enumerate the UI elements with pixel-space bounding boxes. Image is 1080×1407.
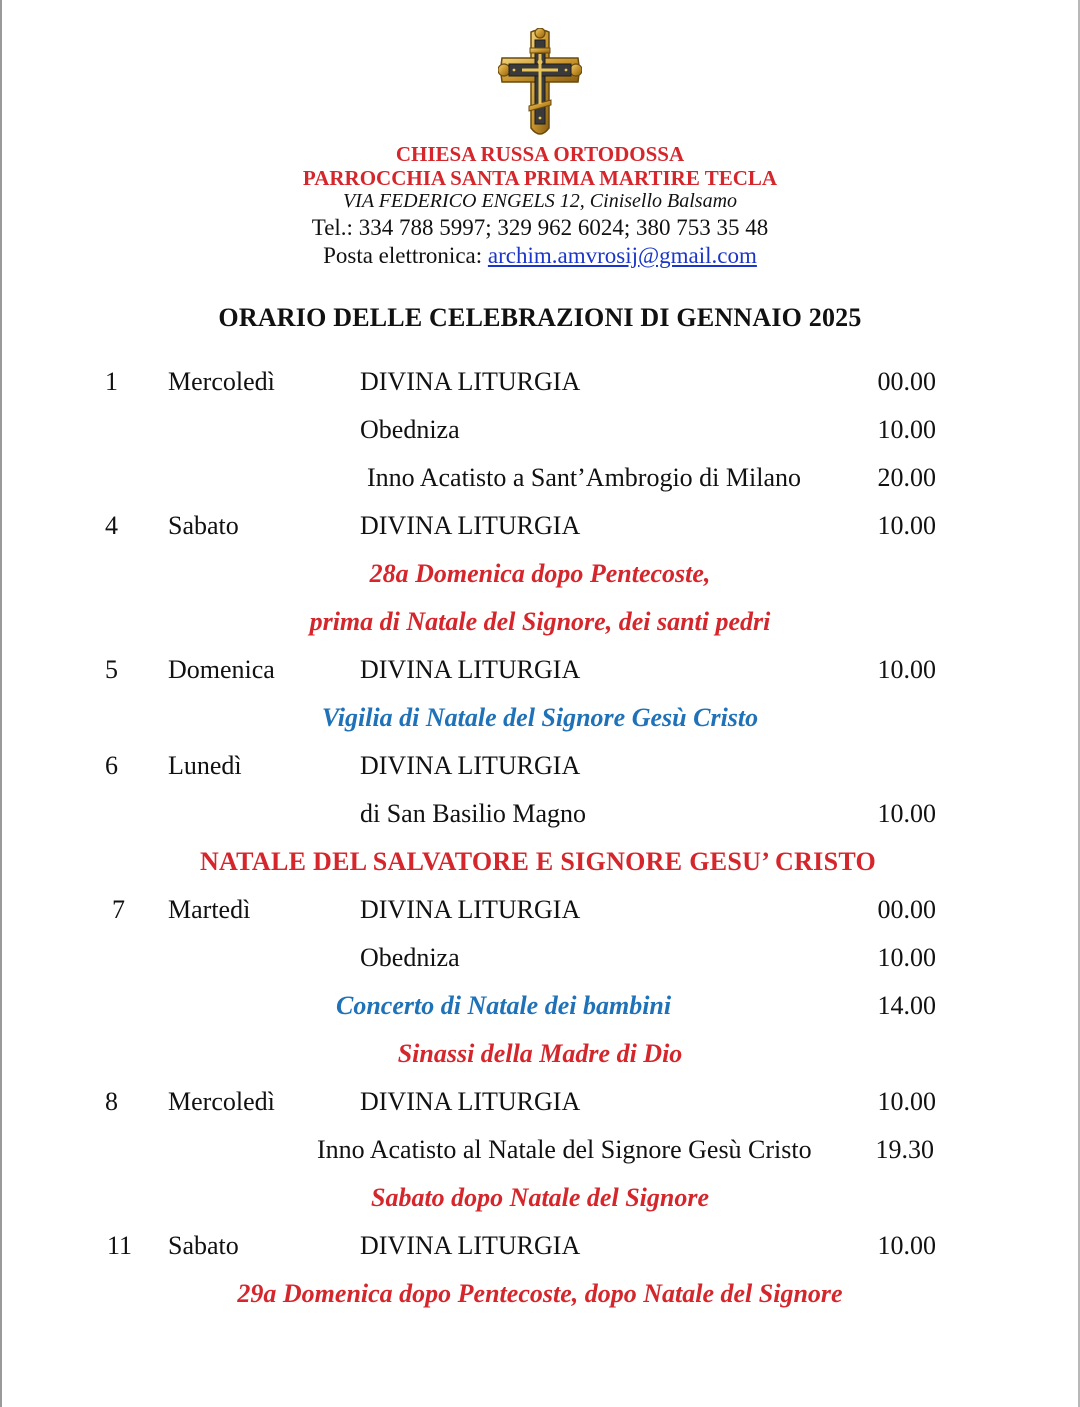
email-label: Posta elettronica: [323,243,488,268]
service-time: 10.00 [877,1087,936,1116]
service: DIVINA LITURGIA [360,655,581,684]
service-time: 00.00 [877,895,936,924]
address: VIA FEDERICO ENGELS 12, Cinisello Balsamo [342,190,738,212]
service: Obedniza [360,943,460,972]
schedule-row [0,986,1080,1026]
service: DIVINA LITURGIA [360,751,581,780]
service: Inno Acatisto al Natale del Signore Gesù Cristo [317,1135,812,1164]
service-time: 10.00 [877,655,936,684]
schedule-row [0,746,1080,786]
feast-title: Sabato dopo Natale del Signore [370,1183,709,1212]
day-number: 1 [105,367,118,396]
phone-numbers: Tel.: 334 788 5997; 329 962 6024; 380 753 35 48 [311,215,769,240]
service: DIVINA LITURGIA [360,367,581,396]
schedule-row [0,506,1080,546]
feast-title: prima di Natale del Signore, dei santi pedri [309,607,771,636]
page-title: ORARIO DELLE CELEBRAZIONI DI GENNAIO 2025 [218,303,862,332]
schedule-row [0,362,1080,402]
weekday: Sabato [168,1231,239,1260]
service-time: 10.00 [877,1231,936,1260]
weekday: Lunedì [168,751,242,780]
schedule-row [0,1226,1080,1266]
weekday: Domenica [168,655,275,684]
feast-title: Sinassi della Madre di Dio [397,1039,683,1068]
service: DIVINA LITURGIA [360,1087,581,1116]
service: Concerto di Natale dei bambini [336,991,672,1020]
service: DIVINA LITURGIA [360,511,581,540]
feast-title: Vigilia di Natale del Signore Gesù Cristo [321,703,759,732]
service: DIVINA LITURGIA [360,895,581,924]
schedule-row [0,1082,1080,1122]
service-time: 00.00 [877,367,936,396]
service-time: 10.00 [877,799,936,828]
schedule-row [0,1130,1080,1170]
email-link[interactable]: archim.amvrosij@gmail.com [487,243,757,268]
service-time: 10.00 [877,511,936,540]
schedule-row [0,890,1080,930]
weekday: Martedì [168,895,251,924]
schedule-row [0,410,1080,450]
orthodox-cross-icon [498,28,582,142]
day-number: 4 [105,511,118,540]
weekday: Sabato [168,511,239,540]
feast-title: 28a Domenica dopo Pentecoste, [369,559,711,588]
day-number: 7 [112,895,125,924]
service: di San Basilio Magno [360,799,587,828]
day-number: 6 [105,751,118,780]
schedule-row [0,794,1080,834]
weekday: Mercoledì [168,1087,275,1116]
service-time: 10.00 [877,415,936,444]
schedule-row [0,938,1080,978]
weekday: Mercoledì [168,367,275,396]
service-time: 20.00 [877,463,936,492]
church-name: CHIESA RUSSA ORTODOSSA [395,142,685,166]
service-time: 10.00 [877,943,936,972]
schedule-row [0,458,1080,498]
day-number: 11 [106,1231,132,1260]
day-number: 8 [105,1087,118,1116]
parish-name: PARROCCHIA SANTA PRIMA MARTIRE TECLA [302,166,778,190]
day-number: 5 [105,655,118,684]
service-time: 14.00 [877,991,936,1020]
service: Obedniza [360,415,460,444]
service-time: 19.30 [875,1135,934,1164]
schedule-row [0,650,1080,690]
service: DIVINA LITURGIA [360,1231,581,1260]
feast-title: NATALE DEL SALVATORE E SIGNORE GESU’ CRISTO [199,847,877,876]
service: Inno Acatisto a Sant’Ambrogio di Milano [367,463,802,492]
email-line [0,242,1080,270]
feast-title: 29a Domenica dopo Pentecoste, dopo Natale del Signore [237,1279,843,1308]
